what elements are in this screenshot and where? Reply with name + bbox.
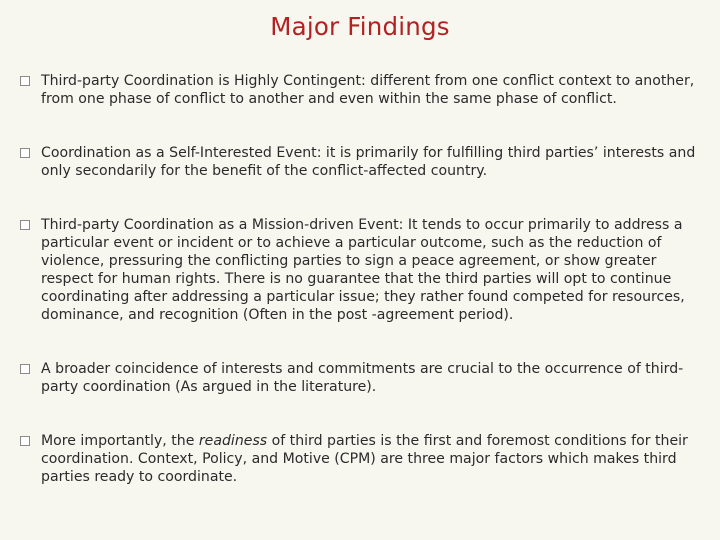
bullet-text [41, 433, 688, 485]
bullet-item [20, 360, 698, 396]
bullet-item [20, 72, 698, 108]
square-bullet-icon [20, 148, 30, 158]
square-bullet-icon [20, 220, 30, 230]
square-bullet-icon [20, 364, 30, 374]
slide-title: Major Findings [270, 12, 450, 41]
bullet-text: A broader coincidence of interests and commitments are crucial to the occurrence of third-party coordination (As argued in the literature). [41, 361, 684, 395]
bullet-item [20, 144, 698, 180]
square-bullet-icon [20, 76, 30, 86]
bullet-item [20, 216, 698, 324]
square-bullet-icon [20, 436, 30, 446]
bullet-text-after: of third parties is the first and foremost conditions for their coordination. Context, Policy, and Motive (CPM) are three major factors which makes third parties ready to coordinate. [41, 433, 688, 485]
bullet-text-before: More importantly, the [41, 433, 199, 449]
bullet-list [20, 72, 698, 522]
bullet-item [20, 432, 698, 486]
bullet-text: Third-party Coordination as a Mission-driven Event: It tends to occur primarily to address a particular event or incident or to achieve a particular outcome, such as the reduction of violence, pressuring the conflicting parties to sign a peace agreement, or show greater respect for human rights. There is no guarantee that the third parties will opt to continue coordinating after addressing a particular issue; they rather found competed for resources, dominance, and recognition (Often in the post -agreement period). [41, 217, 685, 323]
bullet-text-emphasis: readiness [198, 433, 268, 449]
bullet-text: Coordination as a Self-Interested Event: it is primarily for fulfilling third parties’ interests and only secondarily for the benefit of the conflict-affected country. [41, 145, 696, 179]
bullet-text: Third-party Coordination is Highly Contingent: different from one conflict context to another, from one phase of conflict to another and even within the same phase of conflict. [41, 73, 695, 107]
